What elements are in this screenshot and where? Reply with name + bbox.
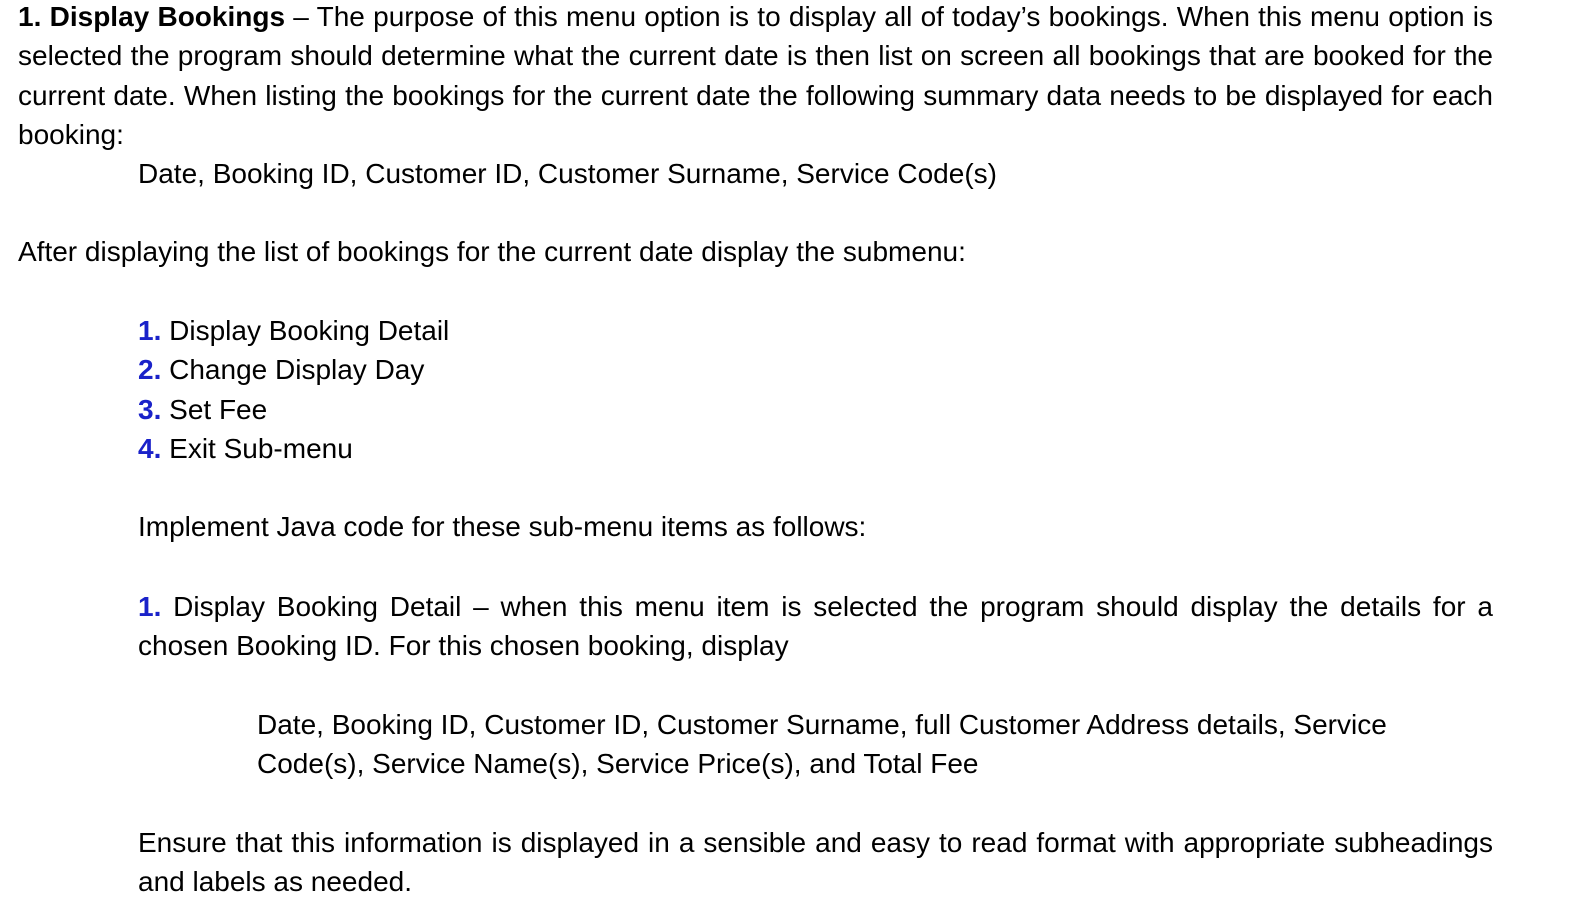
submenu-item-number: 4.: [138, 432, 162, 464]
submenu-item-number: 3.: [138, 393, 162, 425]
submenu-item-exit-sub-menu: [138, 429, 738, 468]
submenu-item-set-fee: [138, 390, 738, 429]
submenu-item-label: Exit Sub-menu: [169, 432, 353, 464]
implement-intro-text: Implement Java code for these sub-menu items as follows:: [138, 511, 867, 542]
detail-item-text: Display Booking Detail – when this menu item is selected the program should display the details for a chosen Booking ID. For this chosen booking, display: [138, 591, 1493, 662]
submenu-item-number: 1.: [138, 315, 162, 346]
submenu-list: [138, 311, 738, 468]
submenu-item-display-booking-detail: [138, 311, 738, 350]
submenu-item-label: Change Display Day: [169, 354, 425, 386]
submenu-item-number: 2.: [138, 354, 162, 386]
after-display-text: After displaying the list of bookings for the current date display the submenu:: [18, 236, 966, 267]
section-number: 1.: [18, 1, 42, 32]
summary-fields-line: Date, Booking ID, Customer ID, Customer Surname, Service Code(s): [138, 158, 997, 189]
submenu-item-change-display-day: [138, 350, 738, 389]
submenu-item-label: Display Booking Detail: [169, 315, 450, 346]
section-intro-text: – The purpose of this menu option is to display all of today’s bookings. When this menu option is selected the program should determine what the current date is then list on screen all bookings that are booked for the current date. When listing the bookings for the current date the following summary data needs to be displayed for each booking:: [18, 1, 1494, 150]
ensure-format-paragraph: Ensure that this information is displayed in a sensible and easy to read format with appropriate subheadings and labels as needed.: [138, 827, 1493, 898]
display-booking-detail-paragraph: [138, 587, 1493, 666]
submenu-item-label: Set Fee: [169, 393, 268, 425]
section-intro-paragraph: [18, 0, 1493, 154]
detail-item-number: 1.: [138, 591, 162, 622]
section-title: Display Bookings: [49, 1, 286, 32]
detail-fields-paragraph: Date, Booking ID, Customer ID, Customer Surname, full Customer Address details, Service Code(s), Service Name(s), Service Price(s), and Total Fee: [257, 709, 1387, 780]
